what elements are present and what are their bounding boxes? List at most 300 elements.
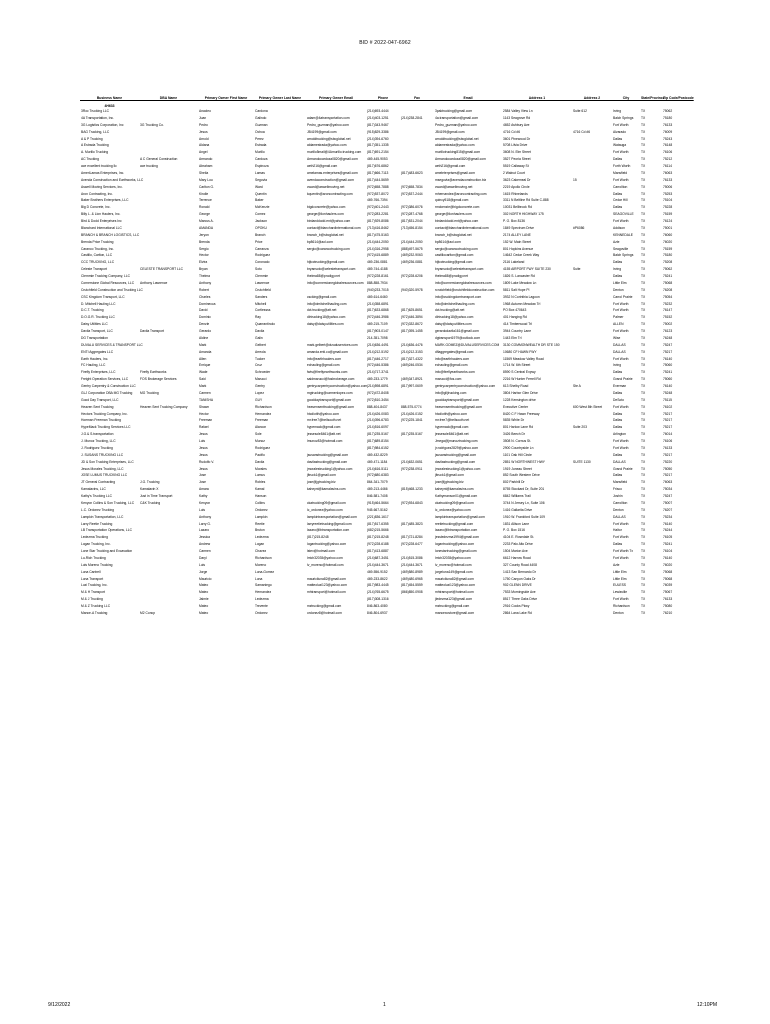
table-cell: Carrol Prairie [613, 294, 633, 299]
table-cell: 3744 N Jersey Ln, Suite 106 [503, 500, 545, 505]
table-cell: Firefly Enterprises, LLC [81, 370, 116, 375]
table-cell: Coronado [255, 260, 270, 265]
table-cell: Bird & Dodd Enterprises Inc [81, 219, 122, 223]
table-cell: bp8614@aol.com [435, 239, 461, 244]
table-cell [139, 362, 198, 369]
table-cell: Luis Moreno Trucking [81, 562, 113, 567]
table-row [80, 197, 685, 204]
table-cell: Big D Concrete, Inc. [81, 205, 111, 210]
table-cell: lazaro@lbtransportation.com [435, 528, 478, 533]
table-cell: TX [641, 164, 646, 168]
table-cell: Dallas [613, 452, 623, 457]
table-cell: 4716 Cd #6 [503, 129, 521, 134]
table-cell: 5708 Lilvia Drive [503, 143, 528, 148]
table-cell: 2900 Countryside Ln [503, 445, 534, 450]
table-cell: D. Mitchell Hauling LLC [81, 301, 116, 306]
table-cell: (972)446-3986 [367, 315, 389, 320]
table-cell [139, 356, 198, 363]
table-cell: Lopez [255, 390, 264, 395]
table-cell: Marucci [255, 377, 267, 382]
table-cell [139, 239, 198, 246]
table-cell: M & Z Trucking LLC [81, 604, 111, 608]
table-cell: JB4199@gmail.com [307, 129, 337, 134]
table-cell: 1831 Allison Lane [503, 521, 530, 526]
table-cell: bryansoto@celestetransport.com [307, 267, 356, 272]
table-cell: TX [641, 239, 646, 244]
table-cell: Anthony [199, 280, 212, 285]
table-cell: Davila [255, 329, 265, 333]
table-cell [572, 555, 612, 562]
table-cell: info@cornerstoneglobalresources.com [307, 280, 364, 285]
table-cell: TX [641, 397, 646, 402]
table-cell: (972)537-8072 [367, 191, 389, 196]
table-cell: 75060 [663, 377, 673, 382]
table-cell: Little Elm [613, 280, 627, 285]
table-cell: Mark [199, 342, 207, 347]
table-cell: (972)287-4768 [401, 212, 423, 217]
table-cell: msegovia@avendaconstruction.biz [435, 177, 487, 182]
table-cell: 76123 [663, 329, 673, 333]
table-cell: (817)235-5167 [367, 432, 389, 437]
table-cell: TX [641, 432, 646, 437]
table-cell: larryreetietrucking@gmail.com [307, 521, 352, 526]
table-cell [400, 156, 434, 163]
table-cell: davilastrucking@gmail.com [435, 459, 476, 464]
table-cell: HypeMack Trucking Services LLC [81, 425, 131, 430]
table-cell: (214)444-2050 [401, 239, 423, 244]
table-cell: (817)327-4322 [401, 356, 423, 361]
table-row [80, 569, 685, 576]
table-cell: aeth216@gmail.com [435, 164, 466, 168]
table-cell: FC Hauling, LLC [81, 363, 106, 368]
table-cell [139, 232, 198, 239]
table-cell: Hoeman Freeman Trucking [81, 418, 121, 423]
table-row [80, 479, 685, 486]
table-row [80, 452, 685, 459]
table-cell: kaheynt@kamalavins.com [435, 487, 474, 492]
table-cell: 3623 Cakemeal Dr [503, 177, 531, 182]
table-cell [572, 397, 612, 404]
table-cell [400, 397, 434, 404]
table-cell: Anthony [199, 514, 212, 519]
table-cell: 3426 Beech Dr [503, 432, 525, 437]
table-cell: 401 Hanging Rd [503, 315, 527, 320]
table-cell [572, 431, 612, 438]
table-cell: TX [641, 418, 646, 423]
table-cell: Munoz [255, 439, 265, 443]
table-cell: (817)997-0609 [401, 384, 423, 388]
table-cell: amelamas.enterprises@gmail.com [307, 170, 358, 175]
table-cell: TX [641, 294, 646, 299]
table-cell: dgtransport1979@outlook.com [435, 335, 481, 340]
table-row [80, 548, 685, 555]
table-cell [139, 349, 198, 356]
table-cell: Tucker [255, 356, 265, 361]
table-cell [139, 527, 198, 534]
table-cell: daisy@daisy.utilities.com [307, 322, 344, 327]
column-header: State/Province [640, 93, 662, 101]
table-cell [572, 149, 612, 156]
table-cell: AMANDA [199, 225, 214, 230]
table-row [80, 232, 685, 239]
table-cell: gerardodavila161@gmail.com [435, 329, 479, 333]
table-cell: jmoralestrucking1@yahoo.com [435, 466, 481, 471]
table-cell: lazaro@lbtransportation.com [307, 528, 350, 533]
table-cell: Mansfield [613, 480, 628, 485]
table-cell: Davila Transport [140, 329, 165, 333]
table-cell: 75152 [663, 315, 673, 320]
table-cell: 4716 Cd #6 [573, 129, 591, 134]
table-cell [572, 191, 612, 198]
table-cell [139, 246, 198, 253]
table-cell: mztrucking@gmail.com [307, 604, 342, 608]
table-cell [572, 582, 612, 589]
table-row [80, 376, 685, 383]
table-row [80, 273, 685, 280]
table-cell: A & P Trucking [81, 136, 103, 141]
table-cell: hijtcctrucking@gmail.com [435, 260, 473, 265]
table-cell: Fort Worth [613, 521, 629, 526]
table-cell: Dallas [613, 274, 623, 278]
table-cell [400, 424, 434, 431]
table-cell: Jose [199, 473, 206, 478]
table-cell: Addison [613, 225, 625, 230]
table-cell: kquentin@aroncontracting.com [307, 191, 353, 196]
table-cell: Brenda [199, 239, 210, 244]
table-cell: jledezma123@gmail.com [435, 597, 473, 602]
table-cell: TX [641, 610, 646, 615]
table-row [80, 307, 685, 314]
table-cell: Suite 203 [573, 425, 587, 430]
table-cell: 75228 [663, 205, 673, 210]
table-cell: Davila [255, 459, 265, 464]
table-cell [400, 438, 434, 445]
table-cell: DALLAS [613, 342, 626, 347]
table-row [80, 390, 685, 397]
table-row [80, 259, 685, 266]
table-cell [139, 397, 198, 404]
table-cell: (817)633-6868 [367, 308, 389, 313]
table-cell: Bryan [199, 267, 208, 272]
table-cell: Fort Worth [613, 356, 629, 361]
table-cell: jltruck1@gmail.com [307, 473, 336, 478]
table-cell: 76009 [663, 129, 673, 134]
table-cell: (469)232-9063 [401, 253, 423, 258]
table-cell: Mateo [199, 604, 209, 608]
table-cell [139, 548, 198, 555]
table-cell: (214)238-2841 [401, 115, 423, 120]
table-cell: J. SUSANS TRUCKING LLC [81, 452, 124, 457]
table-cell: TX [641, 569, 646, 574]
table-cell [139, 562, 198, 569]
table-cell: cward@aswellmoving.net [307, 184, 345, 189]
table-cell [306, 596, 366, 603]
table-cell: (214)515-3086 [401, 555, 423, 560]
table-cell: Lu-Rich Trucking [81, 555, 106, 560]
table-cell: Abraham [199, 164, 213, 168]
table-cell [572, 527, 612, 534]
table-cell: info@csckingdomtransport.com [435, 294, 482, 299]
table-subheader-row [80, 101, 685, 109]
table-row [80, 424, 685, 431]
table-cell: 801 Harlow Lane Rd [503, 425, 534, 430]
table-cell: ordonez8@hotmail.com [307, 610, 342, 615]
table-cell: Heaven Sent Trucking [81, 404, 114, 409]
table-cell: Jesus [199, 432, 208, 437]
table-cell: 75247 [663, 342, 673, 347]
table-cell: Ordonez [255, 507, 268, 512]
table-cell: MG Trucking [140, 390, 159, 395]
table-row [80, 211, 685, 218]
table-cell: (915)464-5664 [367, 500, 389, 505]
table-row [80, 362, 685, 369]
table-cell: (972)537-2444 [401, 191, 423, 196]
column-header: City [612, 93, 640, 101]
table-cell: Irving [613, 109, 622, 113]
table-cell: 214-351-7098 [367, 335, 388, 340]
table-cell: (817)444-5659 [367, 177, 389, 182]
table-cell: 3311 N Beltline Rd Suite C-888 [503, 198, 549, 203]
table-cell: A Estrada Trucking [81, 143, 109, 148]
table-cell [572, 287, 612, 294]
table-cell: Ordonez [255, 610, 268, 615]
table-cell [139, 149, 198, 156]
table-cell: (972)228-6188 [367, 542, 389, 547]
table-cell: TX [641, 287, 646, 292]
table-cell: Branch [255, 232, 266, 237]
table-cell: 76207 [663, 507, 673, 512]
table-cell: 75217 [663, 349, 673, 354]
table-cell: Gentry Carpentry & Construction LLC [81, 384, 136, 388]
table-cell: mauriciluna82@gmail.com [435, 576, 474, 581]
table-cell [400, 301, 434, 308]
table-cell: Suite [573, 267, 581, 272]
table-cell: Ronald [199, 205, 210, 210]
table-cell: murillo5mail@4Amurillo.trucking.com [307, 150, 362, 155]
table-cell [572, 390, 612, 397]
table-cell: Jeryon [199, 232, 209, 237]
table-cell: TX [641, 280, 646, 285]
table-cell [400, 390, 434, 397]
table-cell [306, 493, 366, 500]
column-header: Zip Code/Postcode [662, 93, 685, 101]
table-row [80, 431, 685, 438]
table-cell: gentrycarpentryconstruction@yahoo.com [435, 384, 496, 388]
table-cell: (940)233-7015 [367, 287, 389, 292]
table-cell: Everman [613, 384, 627, 388]
table-cell: Aron Contracting, Inc. [81, 191, 113, 196]
table-cell: 2216 W Hunter Ferrell Rd [503, 377, 541, 382]
table-cell: echauling@gmail.com [307, 363, 340, 368]
table-cell: 76020 [663, 562, 673, 567]
table-cell: TX [641, 576, 646, 581]
table-cell: Fort Worth [613, 122, 629, 127]
table-cell [572, 170, 612, 177]
table-cell: 75217 [663, 473, 673, 478]
table-cell: TX [641, 136, 646, 141]
table-cell: mgtrucking@carmenlopez.com [307, 390, 353, 395]
table-cell: BRANCH & BRANCH LOGISTICS, LLC [81, 232, 140, 237]
table-cell: TX [641, 301, 646, 306]
table-row [80, 266, 685, 273]
table-cell: Lampkin Transportation, LLC [81, 514, 124, 519]
table-cell: Kathymanson01@gmail.com [435, 494, 478, 498]
table-cell: Chavez [255, 549, 267, 553]
table-cell: thelma88@prodigy.net [307, 274, 340, 278]
table-cell: (221)836-1617 [367, 514, 389, 519]
table-cell: 75248 [663, 390, 673, 395]
table-cell: Morales [255, 466, 267, 471]
table-cell: Frisco [613, 487, 622, 492]
table-cell: cscking@gmail.com [307, 294, 337, 299]
table-cell [139, 452, 198, 459]
table-cell: Jorge [199, 569, 208, 574]
table-cell [139, 521, 198, 528]
table-cell: McKenzie [255, 205, 270, 210]
table-cell: Suite 612 [573, 109, 587, 113]
table-cell: 4104 E. Rosedale St. [503, 535, 535, 540]
table-cell: DG Transportation [81, 335, 108, 340]
table-cell: Amanda [199, 349, 212, 354]
table-cell: 75060 [663, 363, 673, 368]
table-cell: (972)510-3454 [367, 397, 389, 402]
table-cell: M2 Concp [140, 610, 156, 615]
table-cell: OPOKU [255, 225, 267, 230]
table-row [80, 108, 685, 115]
table-cell [572, 445, 612, 452]
table-cell: TX [641, 528, 646, 533]
table-cell: Jesus [199, 129, 208, 134]
table-cell: Amara [199, 487, 209, 492]
table-cell: A. Murillo Trucking [81, 150, 109, 155]
table-cell: 76039 [663, 583, 673, 588]
table-cell: 3130 COMMONWEALTH DR STE 150 [503, 342, 560, 347]
table-cell: 3944 Country Lane [503, 329, 532, 333]
table-cell: (972)446-5386 [367, 363, 389, 368]
table-cell: 11569 Meadow Valley Road [503, 356, 544, 361]
table-cell: 10031 Bellbrook Rd [503, 205, 532, 210]
table-cell: 3601 Pinewood Dr [503, 136, 531, 141]
table-cell: TX [641, 445, 646, 450]
table-cell: Jessica [199, 535, 210, 540]
table-cell [572, 610, 612, 617]
table-cell: echauling@gmail.com [435, 363, 468, 368]
table-cell: 1714 W. 6th Street [503, 363, 531, 368]
table-cell [400, 266, 434, 273]
table-cell: Dallas [613, 390, 623, 395]
table-cell: (214)616-5111 [367, 466, 389, 471]
table-cell: (214)316-2958 [367, 246, 389, 251]
table-cell: Cortlessss [255, 308, 271, 313]
table-cell: (817)691-2154 [367, 150, 389, 155]
table-cell: C&K Trucking [140, 500, 161, 505]
table-cell: TX [641, 377, 646, 382]
table-cell: dlrtrucking18@yahoo.com [435, 315, 474, 320]
table-cell: Hectors Trucking Company, Inc. [81, 411, 128, 416]
table-cell: rmckenzie@bigdconcrete.com [435, 205, 480, 210]
table-cell: 8755 Stockard Dr, Suite 201 [503, 487, 545, 492]
footer-date: 9/12/2022 [48, 1002, 71, 1008]
table-cell: Mance-A Trucking [81, 610, 108, 615]
table-cell: Gelbert [255, 342, 266, 347]
table-cell [139, 177, 198, 184]
table-cell: Davila Transport, LLC [81, 329, 113, 333]
table-cell: 469-556-9152 [367, 569, 388, 574]
table-cell: 76133 [663, 177, 673, 182]
table-cell: 15 [573, 177, 577, 182]
table-cell [139, 424, 198, 431]
table-cell: 2584 Valley View Ln [503, 109, 533, 113]
table-cell [572, 246, 612, 253]
table-row [80, 438, 685, 445]
table-cell: jose@jgtrucking.biz [435, 480, 464, 485]
table-cell: Pedro_guzman@yahoo.com [435, 122, 477, 127]
table-cell: info@glljtrucking.com [435, 390, 467, 395]
table-cell [139, 115, 198, 122]
table-cell: 76104 [663, 549, 673, 553]
table-cell: Dallas [613, 136, 623, 141]
table-body [80, 108, 685, 617]
table-cell: hijtcctrucking@gmail.com [307, 260, 345, 265]
footer-page-number: 1 [383, 1002, 386, 1008]
table-cell: Denton [613, 507, 624, 512]
table-cell: 302 NORTH HIGHWAY 175 [503, 212, 544, 217]
table-cell: (214)212-3153 [401, 349, 423, 354]
table-cell: 75054 [663, 294, 673, 299]
table-cell: TX [641, 267, 646, 272]
table-cell: Fort Worth [613, 301, 629, 306]
table-cell: ameleterprises@gmail.com [435, 170, 475, 175]
table-cell: D.O.G.R. Trucking LLC [81, 315, 115, 320]
table-cell: (817)625-8651 [401, 308, 423, 313]
table-cell: Little Elm [613, 569, 627, 574]
table-cell [139, 273, 198, 280]
table-cell: Anthony Lawrence [140, 280, 168, 285]
table-cell: LB Transportation Operations, LLC [81, 528, 132, 533]
table-cell: Marcus A. [199, 219, 214, 223]
table-cell: TX [641, 404, 646, 409]
table-cell: (713)456-8154 [401, 225, 423, 230]
table-cell: GLJ Corporation DBA MG Trucking [81, 390, 133, 395]
table-cell [572, 314, 612, 321]
table-cell: (817)689-8154 [367, 439, 389, 443]
table-row [80, 342, 685, 349]
table-cell: 75001 [663, 225, 673, 230]
table-cell: 76248 [663, 335, 673, 340]
table-cell: Daryl [199, 555, 207, 560]
table-cell: Fort Worth [613, 597, 629, 602]
table-cell: ace trucking [140, 164, 158, 168]
table-cell: TX [641, 219, 646, 223]
table-cell: castillocarlton@gmail.com [435, 253, 474, 258]
table-cell [572, 342, 612, 349]
table-cell: 802 Parkhill Dr [503, 480, 525, 485]
table-cell: (469)236-0881 [401, 260, 423, 265]
table-cell: 600 West 8th Street [573, 404, 603, 409]
table-cell: ckatrucking09@gmail.com [307, 500, 346, 505]
table-cell: jsusanstrucking@gmail.com [307, 452, 349, 457]
table-cell: Luzi Trucking, Inc. [81, 583, 108, 588]
table-cell: Denton [613, 610, 624, 615]
table-cell: 76208 [663, 287, 673, 292]
table-row [80, 493, 685, 500]
table-cell: Segovia [255, 177, 267, 182]
table-cell [572, 232, 612, 239]
table-cell: mhtransport@hotmail.com [435, 590, 474, 595]
table-cell: 2233 Palo Alto Drive [503, 542, 533, 547]
table-cell: TX [641, 122, 646, 127]
table-cell: Mateo [199, 610, 209, 615]
